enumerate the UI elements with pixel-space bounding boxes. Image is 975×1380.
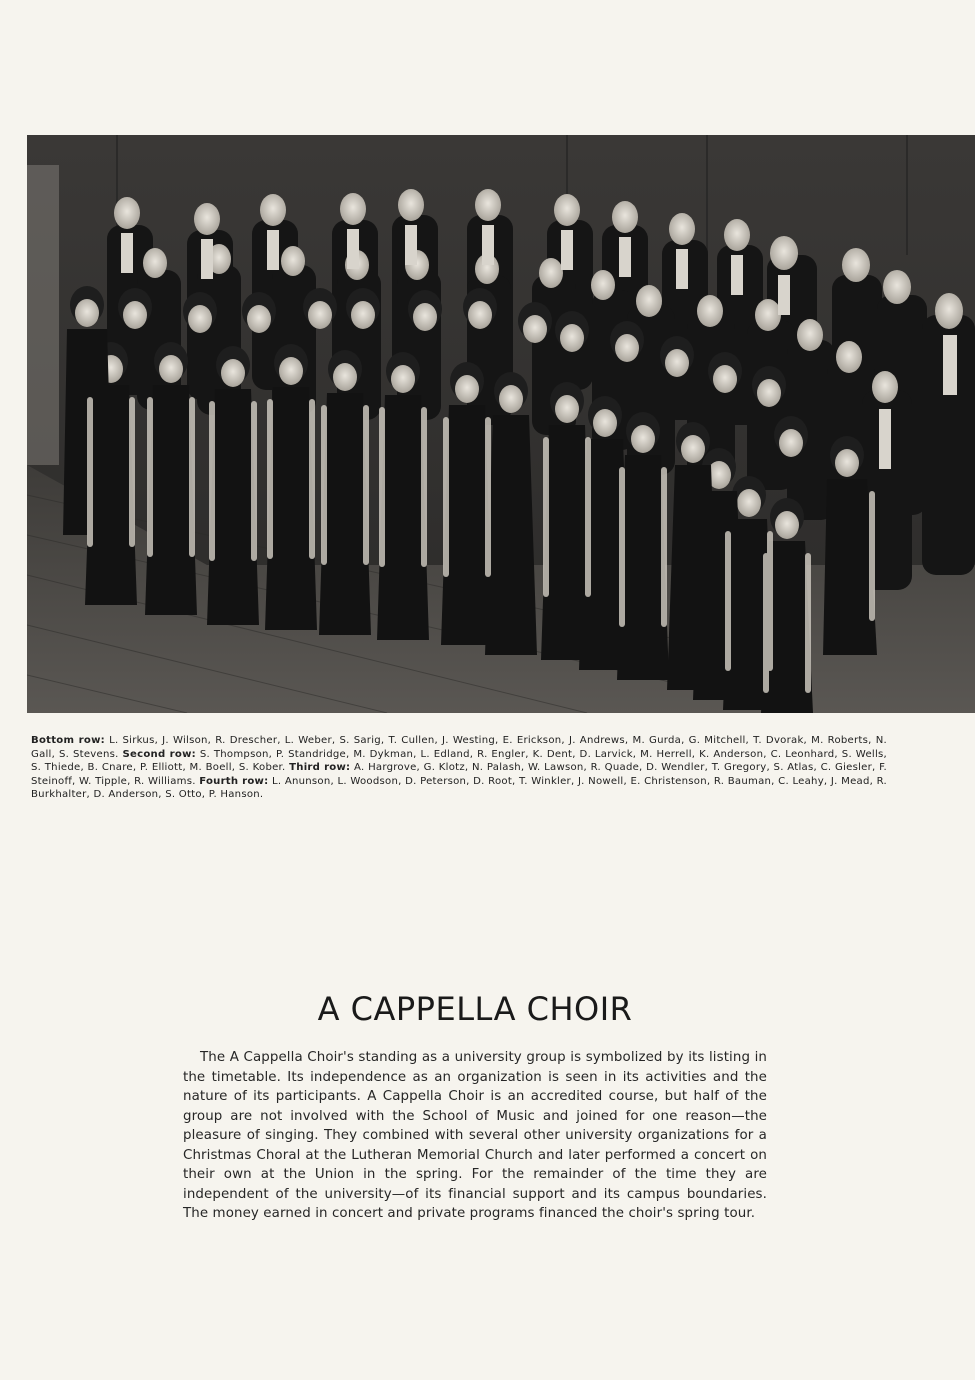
caption-row-label: Second row: bbox=[122, 748, 196, 760]
caption-row-names: L. Sirkus, J. Wilson, R. Drescher, L. Weber, S. Sarig, T. Cullen, J. Westing, E. Erickson, J. Andrews, M. Gurda, G. Mitchell, T. Dvorak, M. Roberts, N. Gall, S. Stevens. bbox=[31, 735, 887, 760]
page-title: A CAPPELLA CHOIR bbox=[317, 990, 633, 1028]
photo-caption bbox=[31, 734, 887, 802]
article-body bbox=[183, 1048, 767, 1224]
caption-row-names: L. Anunson, L. Woodson, D. Peterson, D. Root, T. Winkler, J. Nowell, E. Christenson, R. Bauman, C. Leahy, J. Mead, R. Burkhalter, D. Anderson, S. Otto, P. Hanson. bbox=[31, 775, 887, 801]
caption-row-names: A. Hargrove, G. Klotz, N. Palash, W. Lawson, R. Quade, D. Wendler, T. Gregory, S. Atlas, C. Giesler, F. Steinoff, W. Tipple, R. Williams. bbox=[31, 762, 887, 787]
caption-row-label: Bottom row: bbox=[31, 735, 105, 746]
caption-row-names: S. Thompson, P. Standridge, M. Dykman, L. Edland, R. Engler, K. Dent, D. Larvick, M. Herrell, K. Anderson, C. Leonhard, S. Wells, S. Thiede, B. Cnare, P. Elliott, M. Boell, S. Kober. bbox=[31, 748, 887, 774]
choir-group-photo bbox=[27, 135, 975, 713]
caption-row-label: Fourth row: bbox=[199, 775, 269, 787]
body-paragraph: The A Cappella Choir's standing as a university group is symbolized by its listing in the timetable. Its independence as an organization is seen in its activities and the nature of its participants. A Cappella Choir is an accredited course, but half of the group are not involved with the School of Music and joined for one reason—the pleasure of singing. They combined with several other university organizations for a Christmas Choral at the Lutheran Memorial Church and later performed a concert on their own at the Union in the spring. For the remainder of the time they are independent of the university—of its financial support and its campus boundaries. The money earned in concert and private programs financed the choir's spring tour. bbox=[183, 1050, 767, 1221]
caption-row-label: Third row: bbox=[289, 762, 351, 774]
